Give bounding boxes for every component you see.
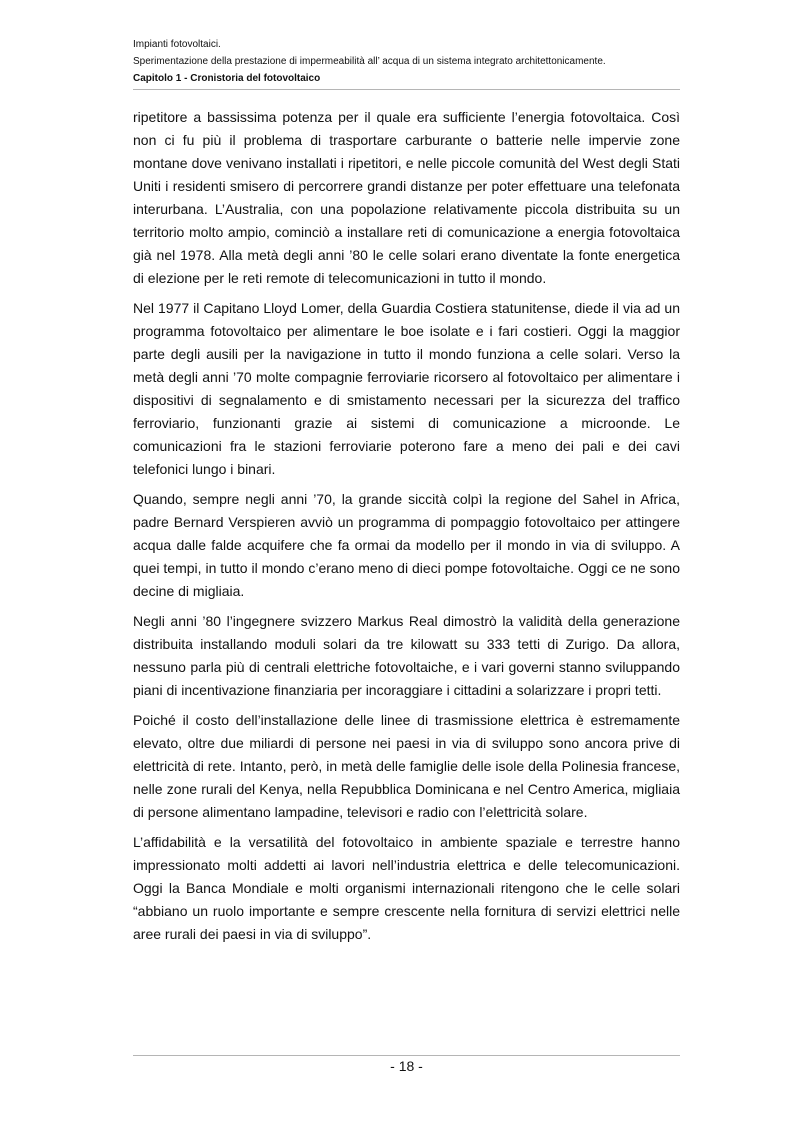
header-chapter: Capitolo 1 - Cronistoria del fotovoltaico — [133, 73, 321, 84]
body-text — [133, 106, 680, 953]
paragraph: Poiché il costo dell’installazione delle linee di trasmissione elettrica è estremamente elevato, oltre due miliardi di persone nei paesi in via di sviluppo sono ancora prive di elettricità di rete. Intanto, però, in metà delle famiglie delle isole della Polinesia francese, nelle zone rurali del Kenya, nella Repubblica Dominicana e nel Centro America, migliaia di persone alimentano lampadine, televisori e radio con l’elettricità solare. — [133, 712, 680, 820]
paragraph: Negli anni ’80 l’ingegnere svizzero Markus Real dimostrò la validità della generazione distribuita installando moduli solari da tre kilowatt su 333 tetti di Zurigo. Da allora, nessuno parla più di centrali elettriche fotovoltaiche, e i vari governi stanno sviluppando piani di incentivazione finanziaria per incoraggiare i cittadini a solarizzare i propri tetti. — [133, 613, 680, 698]
paragraph: Quando, sempre negli anni ’70, la grande siccità colpì la regione del Sahel in Africa, padre Bernard Verspieren avviò un programma di pompaggio fotovoltaico per attingere acqua dalle falde acquifere che fa ormai da modello per il mondo in via di sviluppo. A quei tempi, in tutto il mondo c’erano meno di dieci pompe fotovoltaiche. Oggi ce ne sono decine di migliaia. — [133, 491, 680, 599]
page-number: - 18 - — [390, 1058, 423, 1074]
paragraph: L’affidabilità e la versatilità del fotovoltaico in ambiente spaziale e terrestre hanno impressionato molti addetti ai lavori nell’industria elettrica e delle telecomunicazioni. Oggi la Banca Mondiale e molti organismi internazionali ritengono che le celle solari “abbiano un ruolo importante e sempre crescente nella fornitura di servizi elettrici nelle aree rurali dei paesi in via di sviluppo”. — [133, 834, 680, 942]
paragraph: Nel 1977 il Capitano Lloyd Lomer, della Guardia Costiera statunitense, diede il via ad un programma fotovoltaico per alimentare le boe isolate e i fari costieri. Oggi la maggior parte degli ausili per la navigazione in tutto il mondo funziona a celle solari. Verso la metà degli anni ’70 molte compagnie ferroviarie ricorsero al fotovoltaico per alimentare i dispositivi di segnalamento e di smistamento necessari per la sicurezza del traffico ferroviario, funzionanti grazie ai sistemi di comunicazione a microonde. Le comunicazioni fra le stazioni ferroviarie poterono fare a meno dei pali e dei cavi telefonici lungo i binari. — [133, 300, 680, 477]
paragraph: ripetitore a bassissima potenza per il quale era sufficiente l’energia fotovoltaica. Così non ci fu più il problema di trasportare carburante o batterie nelle impervie zone montane dove venivano installati i ripetitori, e nelle piccole comunità del West degli Stati Uniti i residenti smisero di percorrere grandi distanze per poter effettuare una telefonata interurbana. L’Australia, con una popolazione relativamente piccola distribuita su un territorio molto ampio, cominciò a installare reti di comunicazione a energia fotovoltaica già nel 1978. Alla metà degli anni ’80 le celle solari erano diventate la fonte energetica di elezione per le reti remote di telecomunicazioni in tutto il mondo. — [133, 109, 680, 286]
header-subtitle: Sperimentazione della prestazione di impermeabilità all’ acqua di un sistema integrato architettonicamente. — [133, 56, 606, 67]
header-divider — [133, 89, 680, 90]
running-header — [133, 36, 680, 87]
header-title: Impianti fotovoltaici. — [133, 39, 221, 50]
